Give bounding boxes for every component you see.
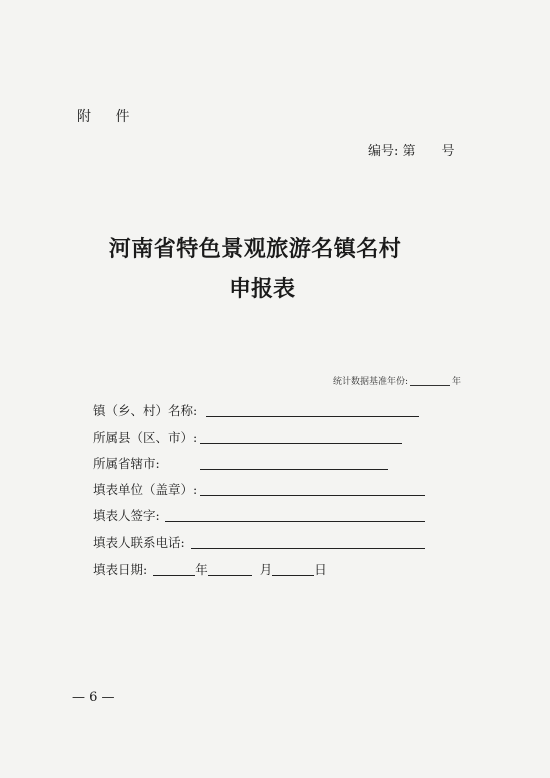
field-line-town-name[interactable]: [206, 416, 419, 417]
date-month-unit: 月: [259, 562, 273, 577]
form-row-unit: [93, 480, 433, 500]
field-line-signature[interactable]: [165, 521, 425, 522]
date-day-blank[interactable]: [272, 563, 314, 576]
date-day-unit: 日: [314, 562, 327, 577]
document-title: 河南省特色景观旅游名镇名村: [108, 237, 402, 262]
stats-base-year-suffix: 年: [452, 377, 462, 387]
serial-number: [368, 140, 455, 159]
stats-base-year-blank[interactable]: [410, 385, 450, 386]
fill-date: [93, 560, 327, 578]
date-year-unit: 年: [195, 562, 208, 577]
stats-base-year-label: 统计数据基准年份:: [333, 377, 409, 387]
document-subtitle: 申报表: [229, 277, 296, 302]
field-label-town-name: 镇（乡、村）名称:: [93, 403, 198, 418]
field-line-phone[interactable]: [191, 548, 425, 549]
attachment-label: 附 件: [77, 109, 140, 125]
form-row-town-name: [93, 401, 423, 421]
date-label: 填表日期:: [93, 562, 148, 577]
date-year-blank[interactable]: [153, 563, 195, 576]
form-row-phone: [93, 533, 433, 553]
form-row-city: [93, 454, 403, 474]
field-label-signature: 填表人签字:: [93, 508, 160, 523]
form-row-county: [93, 428, 413, 448]
serial-suffix: 号: [441, 144, 455, 159]
form-row-signature: [93, 506, 433, 526]
field-label-phone: 填表人联系电话:: [93, 535, 185, 550]
field-label-county: 所属县（区、市）:: [93, 430, 198, 445]
date-month-blank[interactable]: [208, 563, 252, 576]
field-label-unit: 填表单位（盖章）:: [93, 482, 198, 497]
page-number: — 6 —: [72, 690, 115, 705]
field-line-city[interactable]: [200, 469, 388, 470]
field-label-city: 所属省辖市:: [93, 456, 160, 471]
serial-label: 编号: 第: [368, 144, 416, 159]
field-line-unit[interactable]: [200, 495, 425, 496]
field-line-county[interactable]: [200, 443, 402, 444]
stats-base-year: [333, 374, 461, 387]
